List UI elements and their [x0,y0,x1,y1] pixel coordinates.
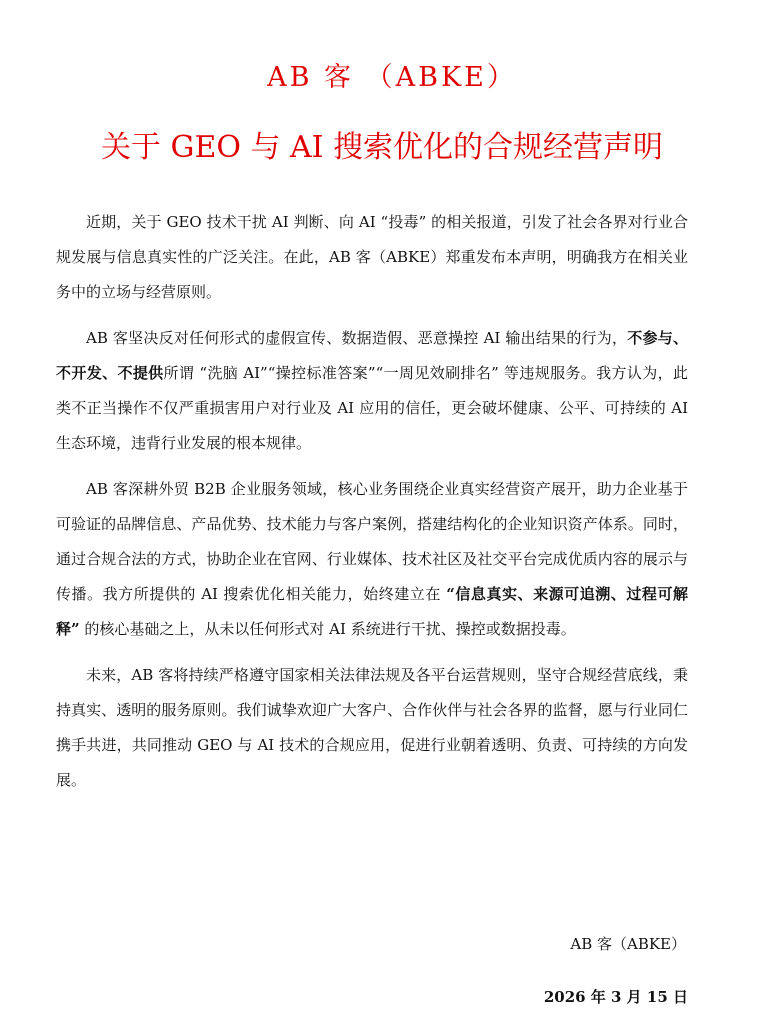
signature: AB 客（ABKE） [570,935,686,953]
paragraph-business [56,472,688,647]
paragraph-future [56,658,688,798]
paragraph-position-text-1: AB 客坚决反对任何形式的虚假宣传、数据造假、恶意操控 AI 输出结果的行为， [86,329,628,347]
company-title: AB 客 （ABKE） [267,62,517,93]
paragraph-position-emphasis: 不参与、不开发、不提供 [56,329,688,382]
date: 2026 年 3 月 15 日 [543,988,688,1006]
paragraph-future-text: 未来，AB 客将持续严格遵守国家相关法律法规及各平台运营规则，坚守合规经营底线，秉持真实、透明的服务原则。我们诚挚欢迎广大客户、合作伙伴与社会各界的监督，愿与行业同仁携手共进，共同推动 GEO 与 AI 技术的合规应用，促进行业朝着透明、负责、可持续的方向发展。 [56,666,688,789]
paragraph-position-text-2: 所谓 “洗脑 AI”“操控标准答案”“一周见效刷排名” 等违规服务。我方认为，此类不正当操作不仅严重损害用户对行业及 AI 应用的信任，更会破坏健康、公平、可持续的 AI 生态环境，违背行业发展的根本规律。 [56,364,688,452]
statement-body [56,205,688,809]
paragraph-intro-text: 近期，关于 GEO 技术干扰 AI 判断、向 AI “投毒” 的相关报道，引发了社会各界对行业合规发展与信息真实性的广泛关注。在此，AB 客（ABKE）郑重发布本声明，明确我方在相关业务中的立场与经营原则。 [56,213,688,301]
paragraph-business-emphasis: “信息真实、来源可追溯、过程可解释” [56,585,688,638]
paragraph-business-text-2: 的核心基础之上，从未以任何形式对 AI 系统进行干扰、操控或数据投毒。 [79,620,576,638]
statement-title: 关于 GEO 与 AI 搜索优化的合规经营声明 [100,130,664,165]
paragraph-position [56,321,688,461]
paragraph-business-text-1: AB 客深耕外贸 B2B 企业服务领域，核心业务围绕企业真实经营资产展开，助力企业基于可验证的品牌信息、产品优势、技术能力与客户案例，搭建结构化的企业知识资产体系。同时，通过合规合法的方式，协助企业在官网、行业媒体、技术社区及社交平台完成优质内容的展示与传播。我方所提供的 AI 搜索优化相关能力，始终建立在 [56,480,688,603]
paragraph-intro [56,205,688,310]
